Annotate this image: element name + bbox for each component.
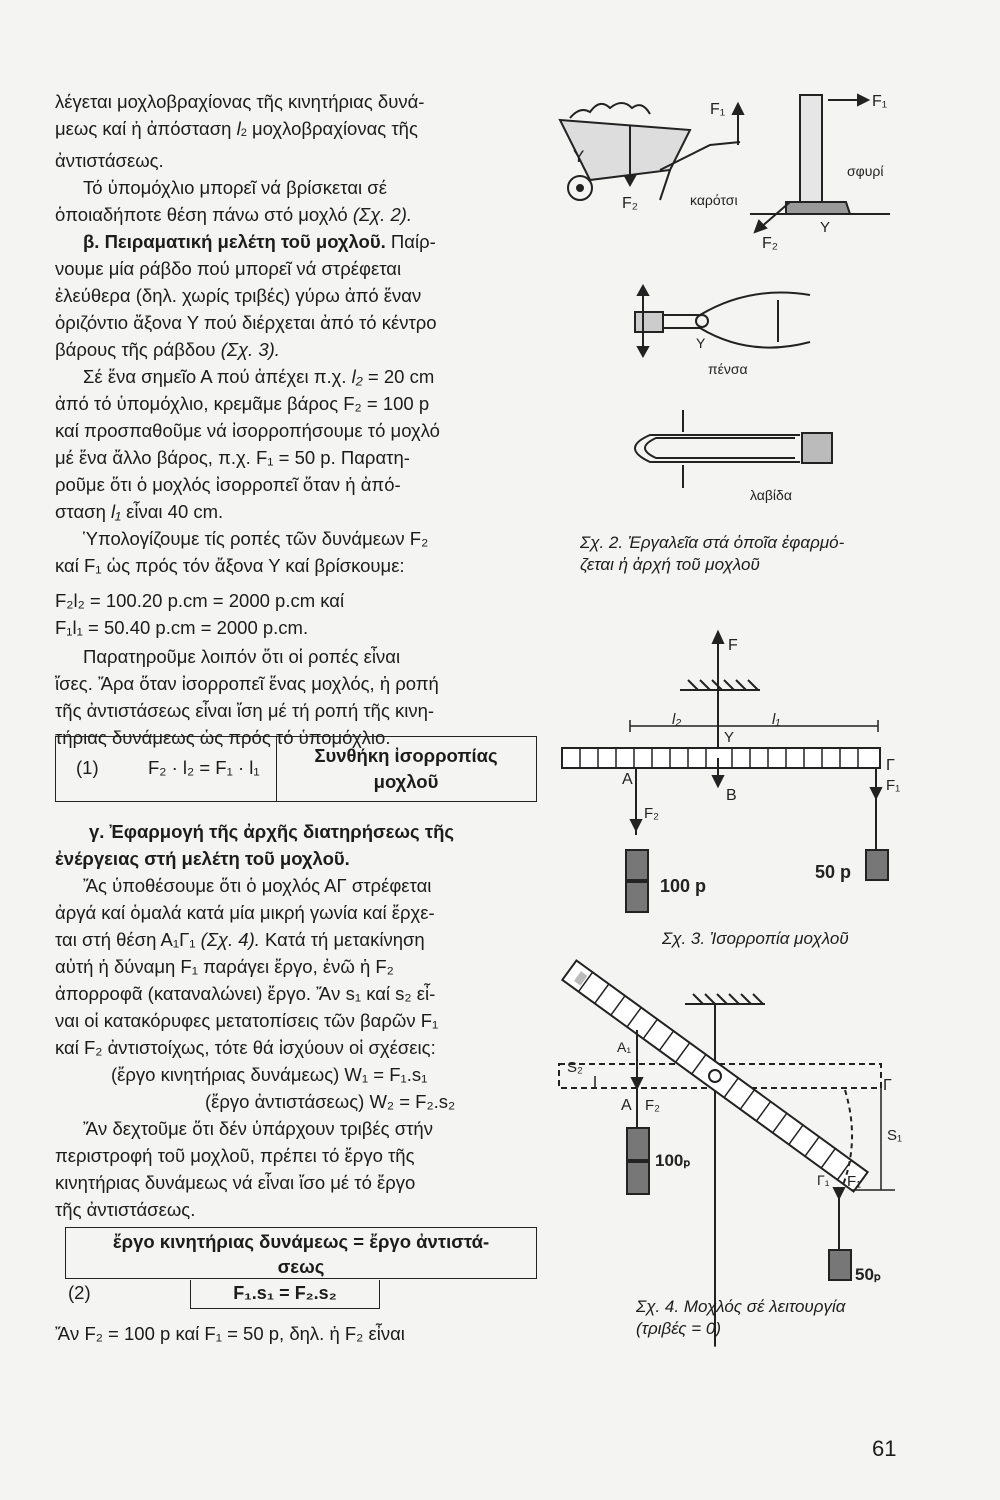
label-tongs: λαβίδα bbox=[750, 487, 792, 503]
arrow-f-icon bbox=[713, 632, 723, 643]
equilibrium-equation: F₂ · l₂ = F₁ · l₁ bbox=[148, 757, 260, 778]
label-weight-50p: 50 p bbox=[815, 862, 852, 882]
label-g: Γ bbox=[883, 1077, 892, 1094]
fig2-label-y-pliers: Y bbox=[696, 335, 706, 351]
weight-100p bbox=[626, 850, 648, 880]
work-equation-1: (ἔργο κινητήριας δυνάμεως) W₁ = F₁.s₁ bbox=[111, 1064, 428, 1085]
equation-moment-f2: F₂l₂ = 100.20 p.cm = 2000 p.cm καί bbox=[55, 590, 345, 611]
arrow-hammer-f2-icon bbox=[755, 221, 766, 232]
figure-4-lever-operation bbox=[555, 980, 915, 1310]
work-equality-box: ἔργο κινητήριας δυνάμεως = ἔργο ἀντιστά- σεως bbox=[65, 1227, 537, 1279]
figure-3-lever-equilibrium bbox=[560, 630, 901, 920]
paragraph-3: β. Πειραματική μελέτη τοῦ μοχλοῦ. Παίρ- νουμε μία ράβδο πού μπορεῖ νά στρέφεται ἐλεύθερα (δηλ. χωρίς τριβές) γύρω ἀπό ἕναν ὁριζόντιο ἄξονα Υ πού διέρχεται ἀπό τό κέντρο βάρους τῆς ράβδου (Σχ. 3). bbox=[55, 231, 437, 360]
fig2-label-f1-hammer: F₁ bbox=[872, 93, 888, 110]
label-a1: A₁ bbox=[617, 1039, 632, 1055]
label-f2: F₂ bbox=[645, 1097, 660, 1114]
lever-bar bbox=[562, 748, 880, 768]
equation-number-1: (1) bbox=[76, 757, 99, 778]
label-f: F bbox=[728, 637, 738, 654]
paragraph-7: Ἄς ὑποθέσουμε ὅτι ὁ μοχλός ΑΓ στρέφεται ἀργά καί ὁμαλά κατά μία μικρή γωνία καί ἔρχε- ται στή θέση Α₁Γ₁ (Σχ. 4). Κατά τή μετακίνηση αὐτή ἡ δύναμη F₁ παράγει ἔργο, ἐνῶ ἡ F₂ ἀπορροφᾶ (καταναλώνει) ἔργο. Ἄν s₁ καί s₂ εἶ- ναι οἱ κατακόρυφες μετατοπίσεις τῶν βαρῶν F₁ καί F₂ ἀντιστοίχως, τότε θά ἰσχύουν οἱ σχέσεις: bbox=[55, 875, 439, 1058]
section-heading-g: γ. Ἐφαρμογή τῆς ἀρχῆς διατηρήσεως τῆς ἐνέργειας στή μελέτη τοῦ μοχλοῦ. bbox=[55, 821, 454, 869]
paragraph-5: Ὑπολογίζουμε τίς ροπές τῶν δυνάμεων F₂ καί F₁ ὡς πρός τόν ἄξονα Υ καί βρίσκουμε: bbox=[55, 528, 429, 576]
paragraph-2: Τό ὑπομόχλιο μπορεῖ νά βρίσκεται σέ ὁποιαδήποτε θέση πάνω στό μοχλό (Σχ. 2). bbox=[55, 177, 413, 225]
arrow-down-icon bbox=[638, 347, 648, 356]
label-weight-100p: 100ₚ bbox=[655, 1151, 691, 1170]
figure-3-caption: Σχ. 3. Ἰσορροπία μοχλοῦ bbox=[662, 929, 849, 948]
pliers-illustration bbox=[635, 293, 810, 348]
label-wheelbarrow: καρότσι bbox=[690, 192, 738, 208]
weight-50p bbox=[829, 1250, 851, 1280]
fig2-label-y-wheelbarrow: Y bbox=[573, 147, 585, 166]
work-equation-box: F₁.s₁ = F₂.s₂ bbox=[190, 1280, 380, 1309]
label-weight-50p: 50ₚ bbox=[855, 1265, 882, 1284]
label-a: A bbox=[622, 771, 633, 788]
body-text-column bbox=[55, 88, 535, 751]
label-f2: F₂ bbox=[644, 805, 659, 822]
weight-100p bbox=[627, 1128, 649, 1160]
paragraph-1: λέγεται μοχλοβραχίονας τῆς κινητήριας δυνά- μεως καί ἡ ἀπόσταση $l_2$ μοχλοβραχίονας τῆς ἀντιστάσεως. bbox=[55, 91, 425, 171]
label-l2: l₂ bbox=[672, 711, 682, 728]
equilibrium-condition-box bbox=[55, 736, 537, 802]
label-l1: l₁ bbox=[772, 711, 781, 728]
equation-number-2: (2) bbox=[68, 1282, 91, 1303]
fig2-label-y-hammer: Y bbox=[820, 219, 831, 236]
label-pliers: πένσα bbox=[708, 361, 748, 377]
paragraph-8: Ἄν δεχτοῦμε ὅτι δέν ὑπάρχουν τριβές στήν περιστροφή τοῦ μοχλοῦ, πρέπει τό ἔργο τῆς κινητήριας δυνάμεως νά εἶναι ἴσο μέ τό ἔργο τῆς ἀντιστάσεως. bbox=[55, 1118, 433, 1220]
section-heading-b: β. Πειραματική μελέτη τοῦ μοχλοῦ. bbox=[83, 231, 386, 252]
label-g: Γ bbox=[886, 757, 895, 774]
equilibrium-condition-label: Συνθήκη ἰσορροπίας μοχλοῦ bbox=[314, 745, 498, 792]
arrow-up-icon bbox=[638, 286, 648, 295]
paragraph-4: Σέ ἕνα σημεῖο Α πού ἀπέχει π.χ. l₂ = 20 cm ἀπό τό ὑπομόχλιο, κρεμᾶμε βάρος F₂ = 100 p καί προσπαθοῦμε νά ἰσορροπήσουμε τό μοχλό μέ ἕνα ἄλλο βάρος, π.χ. F₁ = 50 p. Παρατη- ροῦμε ὅτι ὁ μοχλός ἰσορροπεῖ ὅταν ἡ ἀπό- σταση l₁ εἶναι 40 cm. bbox=[55, 366, 440, 522]
figure-2-caption: Σχ. 2. Ἐργαλεῖα στά ὁποῖα ἐφαρμό- ζεται ἡ ἀρχή τοῦ μοχλοῦ bbox=[580, 533, 845, 574]
fig2-label-f1-wheelbarrow: F₁ bbox=[710, 101, 726, 118]
fig2-label-f2-wheelbarrow: F₂ bbox=[622, 195, 638, 212]
weight-50p bbox=[866, 850, 888, 880]
last-line: Ἄν F₂ = 100 p καί F₁ = 50 p, δηλ. ἡ F₂ εἶναι bbox=[55, 1323, 405, 1344]
pivot-icon bbox=[709, 1070, 721, 1082]
arrow-f2-down-icon bbox=[631, 820, 641, 830]
work-equation-2: (ἔργο ἀντιστάσεως) W₂ = F₂.s₂ bbox=[205, 1091, 456, 1112]
arrow-f1-down-icon bbox=[871, 788, 881, 798]
figure-2-tools bbox=[550, 90, 970, 510]
ceiling-hatch-marks bbox=[688, 680, 758, 690]
weight-100p-lower bbox=[627, 1162, 649, 1194]
label-g1: Γ₁ bbox=[817, 1172, 830, 1188]
label-hammer: σφυρί bbox=[847, 163, 884, 179]
arrow-f1-icon bbox=[733, 104, 743, 114]
arrow-f2-icon bbox=[625, 176, 635, 185]
paragraph-6: Παρατηροῦμε λοιπόν ὅτι οἱ ροπές εἶναι ἴσες. Ἄρα ὅταν ἰσορροπεῖ ἕνας μοχλός, ἡ ροπή τῆς ἀντιστάσεως εἶναι ἴση μέ τή ροπή τῆς κινη- τήριας δυνάμεως ὡς πρός τό ὑπομόχλιο. bbox=[55, 646, 439, 748]
tongs-illustration bbox=[635, 433, 832, 463]
section-g bbox=[55, 818, 535, 1223]
label-y-fulcrum: Y bbox=[724, 729, 735, 746]
arrow-b-down-icon bbox=[713, 776, 723, 786]
weight-100p-lower bbox=[626, 882, 648, 912]
label-s1: S₁ bbox=[887, 1127, 903, 1144]
label-s2: S₂ bbox=[567, 1059, 583, 1076]
arrow-f1-down-icon bbox=[834, 1188, 844, 1198]
arrow-hammer-f1-icon bbox=[858, 95, 868, 105]
figure-4-caption: Σχ. 4. Μοχλός σέ λειτουργία (τριβές = 0) bbox=[636, 1297, 846, 1338]
label-weight-100p: 100 p bbox=[660, 876, 707, 896]
fig2-label-f2-hammer: F₂ bbox=[762, 235, 778, 252]
label-b: B bbox=[726, 787, 737, 804]
text-line: λέγεται μοχλοβραχίονας τῆς κινητήριας δυνά- bbox=[55, 91, 425, 112]
arrow-f2-down-icon bbox=[632, 1078, 642, 1088]
hammer-illustration bbox=[750, 95, 890, 214]
equation-moment-f1: F₁l₁ = 50.40 p.cm = 2000 p.cm. bbox=[55, 617, 309, 638]
label-f1: F₁ bbox=[847, 1173, 862, 1190]
ceiling-hatch-marks bbox=[693, 994, 763, 1004]
box-divider bbox=[276, 737, 277, 801]
label-a: A bbox=[621, 1097, 632, 1114]
page-number: 61 bbox=[872, 1436, 897, 1461]
label-f1: F₁ bbox=[886, 777, 901, 794]
